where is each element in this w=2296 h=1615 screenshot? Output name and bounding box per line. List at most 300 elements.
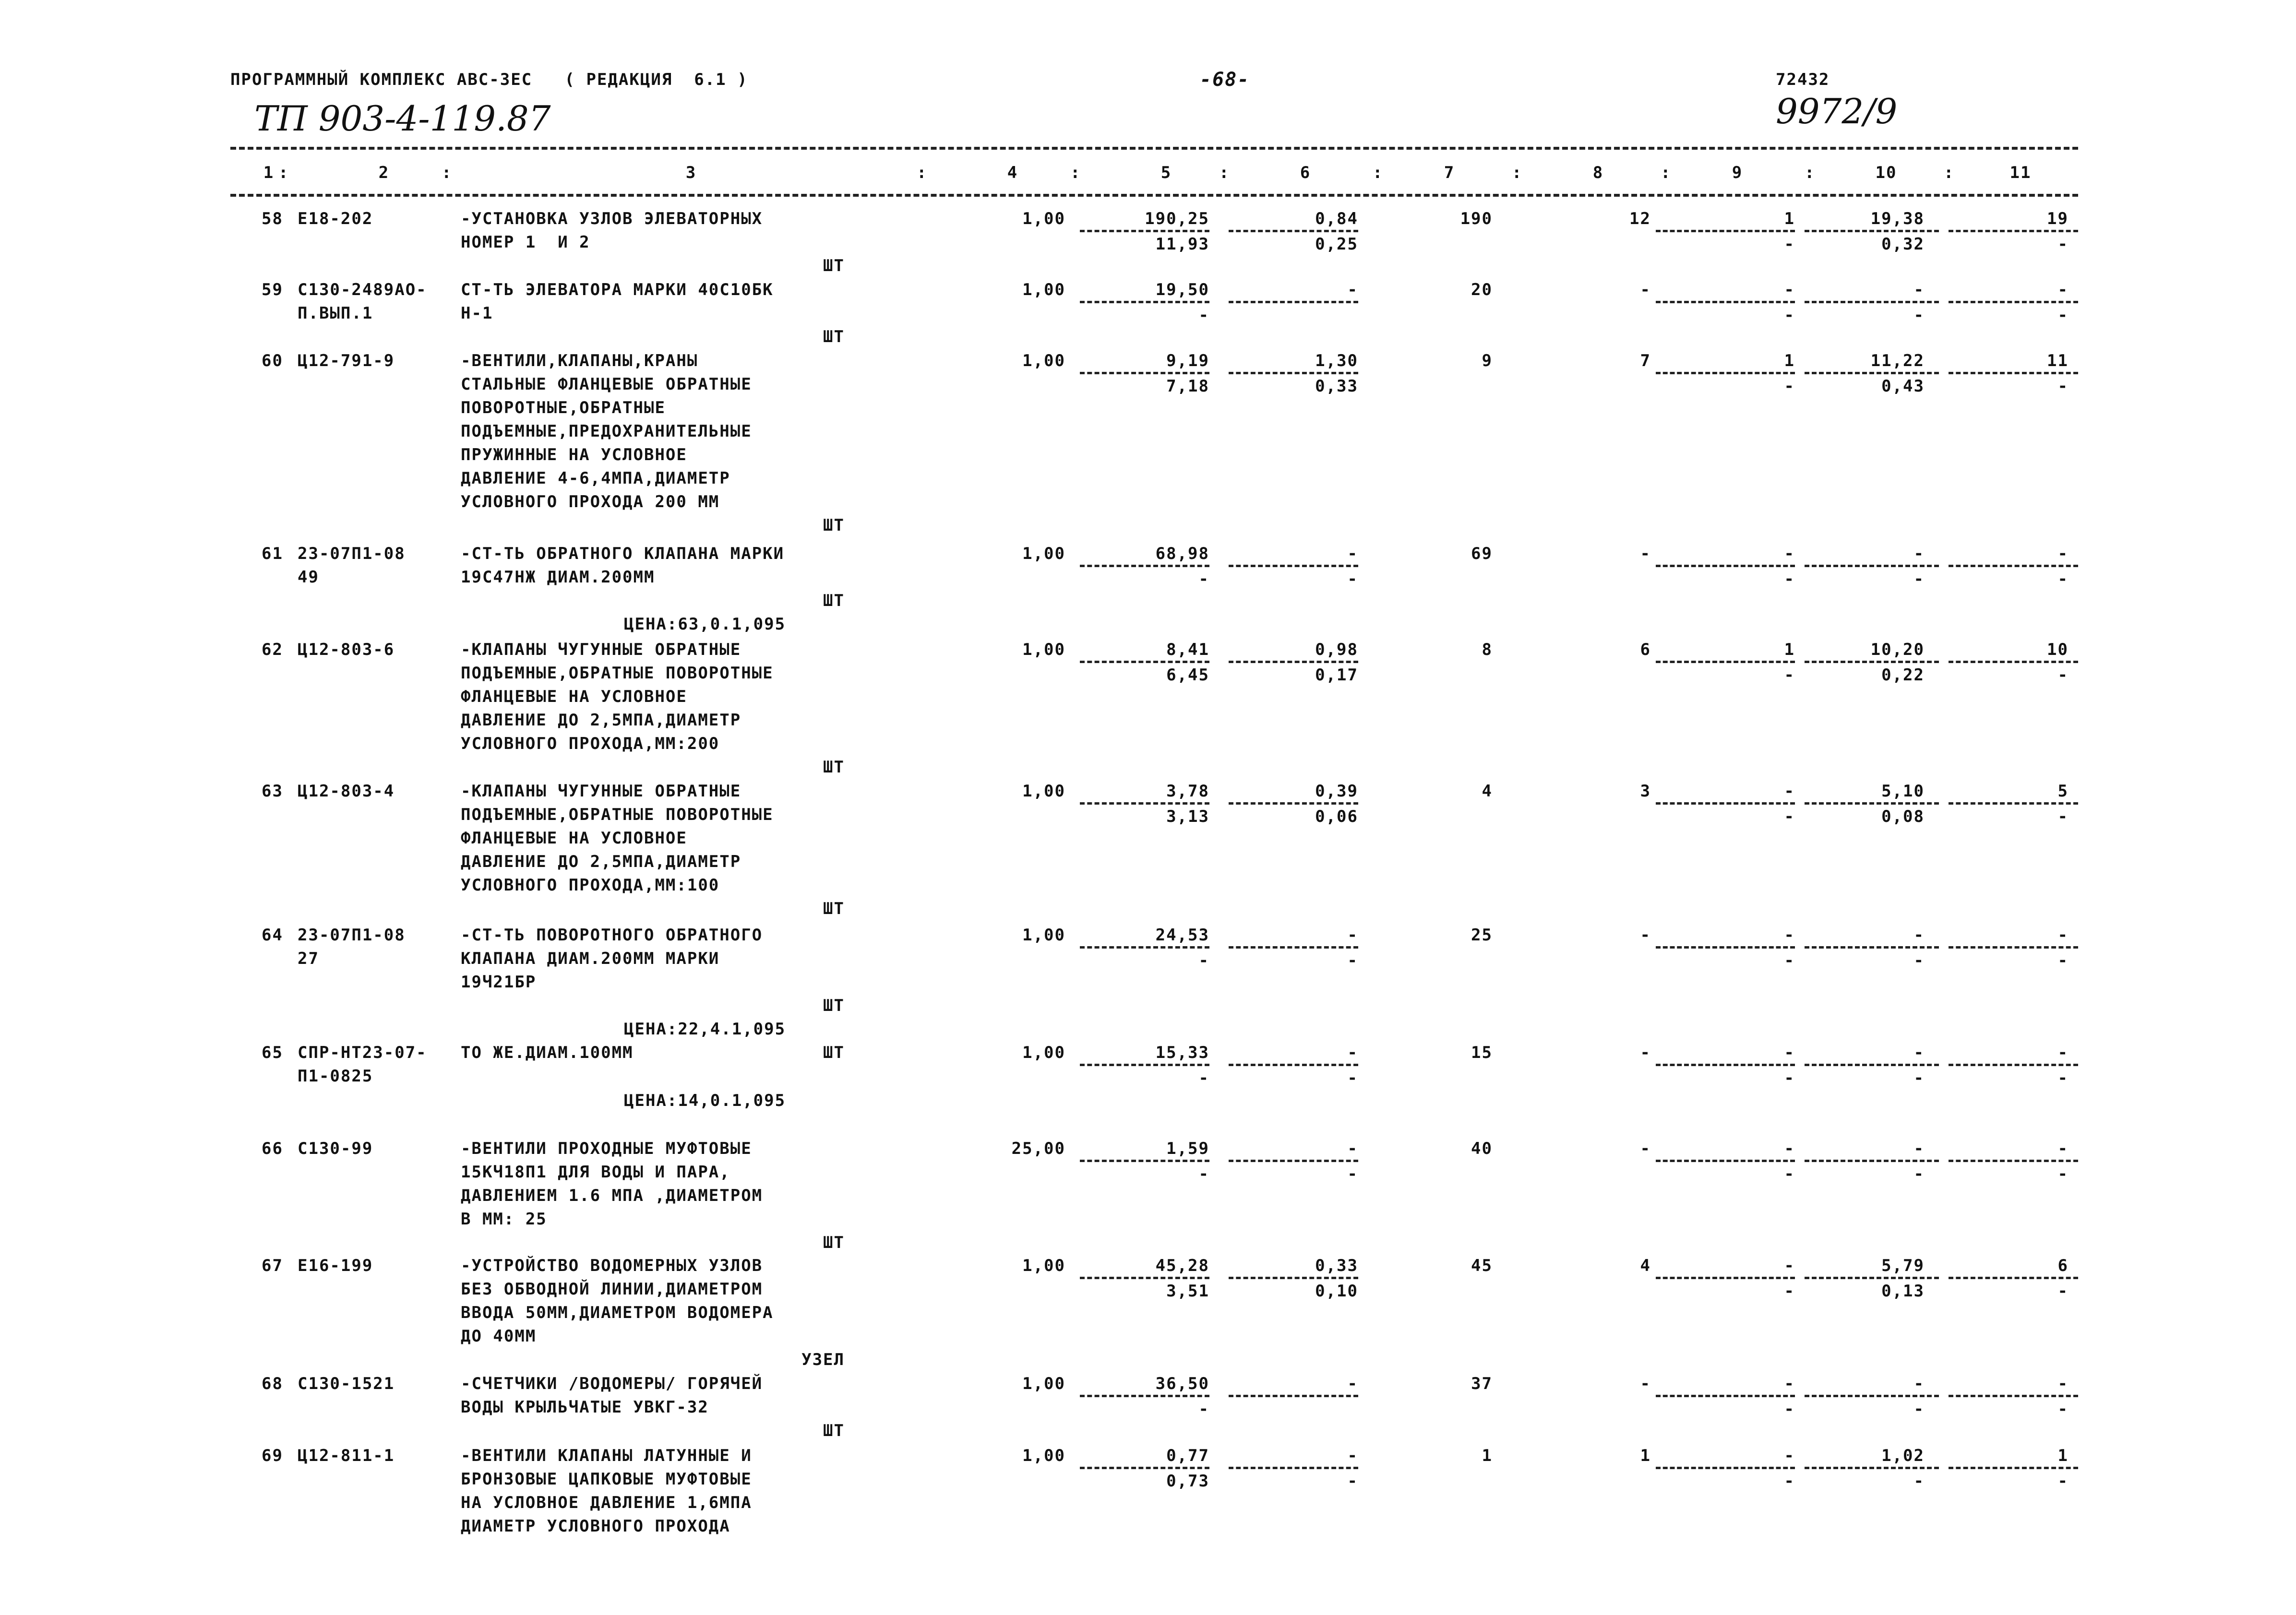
page-number: -68-	[1200, 69, 1250, 91]
row-code: С130-99	[298, 1139, 373, 1158]
cell-divider	[1656, 1160, 1795, 1162]
row-code: Ц12-803-6	[298, 640, 395, 659]
row-description: ФЛАНЦЕВЫЕ НА УСЛОВНОЕ	[461, 829, 687, 848]
cell-c10-top: -	[1913, 926, 1925, 945]
cell-divider	[1229, 1467, 1358, 1469]
column-header-6: 6	[1300, 163, 1311, 182]
cell-c11-top: -	[2057, 1043, 2069, 1062]
row-description: -СТ-ТЬ ОБРАТНОГО КЛАПАНА МАРКИ	[461, 544, 785, 563]
row-code: СПР-НТ23-07-	[298, 1043, 427, 1062]
program-header: ПРОГРАММНЫЙ КОМПЛЕКС АВС-3ЕС ( РЕДАКЦИЯ 6.1 )	[230, 70, 748, 89]
cell-c10-bottom: -	[1913, 1400, 1925, 1419]
cell-c8: -	[1640, 1139, 1651, 1158]
cell-divider	[1656, 1395, 1795, 1397]
cell-c6-top: -	[1347, 1139, 1358, 1158]
cell-c10-bottom: -	[1913, 951, 1925, 970]
cell-divider	[1656, 1277, 1795, 1279]
row-description: СТАЛЬНЫЕ ФЛАНЦЕВЫЕ ОБРАТНЫЕ	[461, 375, 752, 394]
cell-c6-bottom: 0,25	[1315, 235, 1358, 254]
cell-divider	[1949, 802, 2078, 805]
cell-c6-bottom: 0,33	[1315, 377, 1358, 396]
cell-c9-top: -	[1784, 926, 1795, 945]
row-code: 23-07П1-08	[298, 544, 406, 563]
cell-divider	[1080, 946, 1209, 949]
cell-c5-top: 19,50	[1155, 280, 1209, 299]
column-separator: :	[1373, 163, 1384, 182]
cell-c9-bottom: -	[1784, 1282, 1795, 1301]
column-separator: :	[1805, 163, 1816, 182]
project-number: ТП 903-4-119.87	[254, 98, 551, 139]
cell-c8: -	[1640, 280, 1651, 299]
column-header-10: 10	[1875, 163, 1897, 182]
cell-c10-top: 19,38	[1870, 209, 1925, 228]
cell-c11-bottom: -	[2057, 1472, 2069, 1491]
row-description: -УСТРОЙСТВО ВОДОМЕРНЫХ УЗЛОВ	[461, 1256, 763, 1275]
cell-divider	[1080, 565, 1209, 567]
cell-c11-top: -	[2057, 926, 2069, 945]
row-number: 67	[262, 1256, 283, 1275]
cell-c6-top: -	[1347, 926, 1358, 945]
cell-c11-bottom: -	[2057, 951, 2069, 970]
cell-divider	[1805, 301, 1939, 303]
cell-c5-top: 24,53	[1155, 926, 1209, 945]
cell-c5-top: 0,77	[1166, 1446, 1209, 1465]
cell-c6-bottom: 0,17	[1315, 665, 1358, 685]
cell-c7: 25	[1471, 926, 1493, 945]
cell-c5-bottom: -	[1198, 1069, 1209, 1088]
row-code: С130-2489АО-	[298, 280, 427, 299]
cell-c10-bottom: -	[1913, 1069, 1925, 1088]
cell-c5-top: 1,59	[1166, 1139, 1209, 1158]
cell-c8: 12	[1629, 209, 1651, 228]
cell-c11-top: -	[2057, 544, 2069, 563]
row-number: 62	[262, 640, 283, 659]
cell-divider	[1949, 372, 2078, 374]
cell-divider	[1080, 301, 1209, 303]
row-number: 69	[262, 1446, 283, 1465]
row-description: -ВЕНТИЛИ,КЛАПАНЫ,КРАНЫ	[461, 351, 698, 370]
cell-divider	[1080, 1064, 1209, 1066]
cell-c5-bottom: -	[1198, 1400, 1209, 1419]
row-description: -КЛАПАНЫ ЧУГУННЫЕ ОБРАТНЫЕ	[461, 782, 741, 801]
cell-divider	[1656, 802, 1795, 805]
cell-c7: 15	[1471, 1043, 1493, 1062]
row-description: ФЛАНЦЕВЫЕ НА УСЛОВНОЕ	[461, 687, 687, 706]
cell-c7: 4	[1482, 782, 1493, 801]
cell-c9-top: -	[1784, 280, 1795, 299]
cell-divider	[1949, 946, 2078, 949]
cell-divider	[1656, 230, 1795, 232]
cell-divider	[1805, 372, 1939, 374]
cell-divider	[1080, 1395, 1209, 1397]
cell-qty: 1,00	[1022, 1374, 1065, 1393]
cell-c10-top: -	[1913, 544, 1925, 563]
row-description: ПОВОРОТНЫЕ,ОБРАТНЫЕ	[461, 398, 666, 417]
cell-divider	[1229, 1277, 1358, 1279]
cell-divider	[1656, 661, 1795, 663]
cell-c7: 45	[1471, 1256, 1493, 1275]
column-header-7: 7	[1444, 163, 1455, 182]
cell-c7: 9	[1482, 351, 1493, 370]
cell-c8: -	[1640, 1043, 1651, 1062]
cell-divider	[1805, 230, 1939, 232]
row-description: 19Ч21БР	[461, 973, 537, 992]
row-code: Ц12-791-9	[298, 351, 395, 370]
cell-c6-top: 0,39	[1315, 782, 1358, 801]
cell-c7: 40	[1471, 1139, 1493, 1158]
cell-c11-top: 11	[2047, 351, 2069, 370]
row-code: 49	[298, 568, 319, 587]
cell-c10-bottom: -	[1913, 1164, 1925, 1184]
cell-divider	[1949, 565, 2078, 567]
cell-c6-top: -	[1347, 1374, 1358, 1393]
row-code: Е18-202	[298, 209, 373, 228]
row-description: НОМЕР 1 И 2	[461, 233, 590, 252]
row-description: -УСТАНОВКА УЗЛОВ ЭЛЕВАТОРНЫХ	[461, 209, 763, 228]
cell-c9-bottom: -	[1784, 306, 1795, 325]
cell-divider	[1656, 372, 1795, 374]
row-unit: ШТ	[823, 327, 845, 346]
cell-divider	[1805, 1467, 1939, 1469]
cell-c5-bottom: -	[1198, 951, 1209, 970]
row-code: С130-1521	[298, 1374, 395, 1393]
cell-c9-bottom: -	[1784, 235, 1795, 254]
cell-c5-top: 3,78	[1166, 782, 1209, 801]
row-code: П1-0825	[298, 1067, 373, 1086]
row-number: 61	[262, 544, 283, 563]
row-unit: ШТ	[823, 996, 845, 1015]
cell-c9-top: 1	[1784, 351, 1795, 370]
cell-divider	[1949, 1277, 2078, 1279]
row-code: Ц12-811-1	[298, 1446, 395, 1465]
inventory-number: 9972/9	[1776, 91, 1898, 131]
cell-c8: 4	[1640, 1256, 1651, 1275]
column-header-8: 8	[1592, 163, 1604, 182]
cell-c5-bottom: 0,73	[1166, 1472, 1209, 1491]
cell-c6-top: -	[1347, 1446, 1358, 1465]
column-separator: :	[1512, 163, 1523, 182]
row-number: 65	[262, 1043, 283, 1062]
row-number: 58	[262, 209, 283, 228]
cell-divider	[1656, 946, 1795, 949]
cell-c8: -	[1640, 926, 1651, 945]
row-number: 60	[262, 351, 283, 370]
row-description: УСЛОВНОГО ПРОХОДА 200 ММ	[461, 492, 720, 511]
cell-divider	[1805, 1395, 1939, 1397]
cell-divider	[1229, 230, 1358, 232]
row-number: 63	[262, 782, 283, 801]
cell-c5-bottom: -	[1198, 306, 1209, 325]
cell-c8: 1	[1640, 1446, 1651, 1465]
cell-c8: -	[1640, 1374, 1651, 1393]
row-description: УСЛОВНОГО ПРОХОДА,ММ:100	[461, 876, 720, 895]
cell-c6-bottom: -	[1347, 570, 1358, 589]
cell-c9-top: -	[1784, 1446, 1795, 1465]
row-description: -СЧЕТЧИКИ /ВОДОМЕРЫ/ ГОРЯЧЕЙ	[461, 1374, 763, 1393]
row-description: В ММ: 25	[461, 1210, 547, 1229]
cell-divider	[1949, 230, 2078, 232]
cell-c9-top: -	[1784, 544, 1795, 563]
row-code: 27	[298, 949, 319, 968]
cell-c5-top: 8,41	[1166, 640, 1209, 659]
cell-divider	[1656, 565, 1795, 567]
row-unit: УЗЕЛ	[801, 1350, 845, 1369]
cell-qty: 25,00	[1011, 1139, 1065, 1158]
cell-c11-top: 5	[2057, 782, 2069, 801]
cell-divider	[1229, 1160, 1358, 1162]
row-description: ДИАМЕТР УСЛОВНОГО ПРОХОДА	[461, 1517, 730, 1536]
cell-divider	[1949, 661, 2078, 663]
cell-c10-bottom: 0,08	[1881, 807, 1925, 826]
cell-qty: 1,00	[1022, 1043, 1065, 1062]
row-description: ДО 40ММ	[461, 1327, 537, 1346]
column-separator: :	[1944, 163, 1955, 182]
cell-c10-top: 5,10	[1881, 782, 1925, 801]
cell-divider	[1949, 1395, 2078, 1397]
column-header-11: 11	[2009, 163, 2032, 182]
row-description: БЕЗ ОБВОДНОЙ ЛИНИИ,ДИАМЕТРОМ	[461, 1280, 763, 1299]
cell-c9-bottom: -	[1784, 1472, 1795, 1491]
cell-c11-bottom: -	[2057, 235, 2069, 254]
cell-divider	[1229, 946, 1358, 949]
cell-qty: 1,00	[1022, 1446, 1065, 1465]
cell-c6-top: -	[1347, 544, 1358, 563]
row-description: ДАВЛЕНИЕМ 1.6 МПА ,ДИАМЕТРОМ	[461, 1186, 763, 1205]
cell-c5-bottom: 7,18	[1166, 377, 1209, 396]
cell-c11-top: -	[2057, 280, 2069, 299]
row-code: Ц12-803-4	[298, 782, 395, 801]
row-description: -ВЕНТИЛИ ПРОХОДНЫЕ МУФТОВЫЕ	[461, 1139, 752, 1158]
cell-c6-bottom: -	[1347, 1069, 1358, 1088]
cell-c5-bottom: -	[1198, 1164, 1209, 1184]
cell-c10-bottom: -	[1913, 570, 1925, 589]
column-separator: :	[442, 163, 453, 182]
row-unit: ШТ	[823, 1233, 845, 1252]
cell-c6-top: 0,33	[1315, 1256, 1358, 1275]
row-description: 19С47НЖ ДИАМ.200ММ	[461, 568, 655, 587]
cell-c6-top: 0,98	[1315, 640, 1358, 659]
row-description: ПОДЪЕМНЫЕ,ПРЕДОХРАНИТЕЛЬНЫЕ	[461, 422, 752, 441]
row-description: -ВЕНТИЛИ КЛАПАНЫ ЛАТУННЫЕ И	[461, 1446, 752, 1465]
column-header-3: 3	[685, 163, 697, 182]
cell-c9-top: -	[1784, 1139, 1795, 1158]
cell-divider	[1805, 1064, 1939, 1066]
row-number: 64	[262, 926, 283, 945]
cell-qty: 1,00	[1022, 640, 1065, 659]
row-unit: ШТ	[823, 591, 845, 610]
column-separator: :	[278, 163, 289, 182]
column-header-9: 9	[1732, 163, 1743, 182]
cell-c7: 37	[1471, 1374, 1493, 1393]
row-unit: ШТ	[823, 1421, 845, 1440]
cell-c6-bottom: 0,10	[1315, 1282, 1358, 1301]
cell-c5-bottom: 6,45	[1166, 665, 1209, 685]
cell-qty: 1,00	[1022, 351, 1065, 370]
column-header-2: 2	[378, 163, 390, 182]
row-description: ДАВЛЕНИЕ ДО 2,5МПА,ДИАМЕТР	[461, 711, 741, 730]
cell-c5-bottom: 11,93	[1155, 235, 1209, 254]
row-description: ПОДЪЕМНЫЕ,ОБРАТНЫЕ ПОВОРОТНЫЕ	[461, 805, 774, 824]
cell-c9-bottom: -	[1784, 807, 1795, 826]
cell-qty: 1,00	[1022, 209, 1065, 228]
row-description: СТ-ТЬ ЭЛЕВАТОРА МАРКИ 40С10БК	[461, 280, 774, 299]
cell-c11-top: 19	[2047, 209, 2069, 228]
row-description: ВВОДА 50ММ,ДИАМЕТРОМ ВОДОМЕРА	[461, 1303, 774, 1322]
row-description: ПРУЖИННЫЕ НА УСЛОВНОЕ	[461, 445, 687, 464]
cell-divider	[1805, 946, 1939, 949]
cell-divider	[1229, 802, 1358, 805]
cell-c11-top: -	[2057, 1374, 2069, 1393]
cell-c7: 8	[1482, 640, 1493, 659]
cell-c6-bottom: -	[1347, 951, 1358, 970]
cell-c5-top: 45,28	[1155, 1256, 1209, 1275]
cell-divider	[1229, 1395, 1358, 1397]
cell-divider	[1229, 1064, 1358, 1066]
cell-c11-top: 10	[2047, 640, 2069, 659]
cell-c5-top: 190,25	[1145, 209, 1209, 228]
row-description: БРОНЗОВЫЕ ЦАПКОВЫЕ МУФТОВЫЕ	[461, 1470, 752, 1489]
cell-c9-bottom: -	[1784, 951, 1795, 970]
cell-c9-top: -	[1784, 782, 1795, 801]
cell-qty: 1,00	[1022, 280, 1065, 299]
cell-c9-top: 1	[1784, 209, 1795, 228]
row-unit: ШТ	[823, 758, 845, 777]
cell-c10-bottom: 0,43	[1881, 377, 1925, 396]
cell-c9-top: -	[1784, 1374, 1795, 1393]
row-description: -СТ-ТЬ ПОВОРОТНОГО ОБРАТНОГО	[461, 926, 763, 945]
column-separator: :	[1070, 163, 1081, 182]
cell-c11-bottom: -	[2057, 807, 2069, 826]
cell-c10-top: 10,20	[1870, 640, 1925, 659]
cell-c7: 1	[1482, 1446, 1493, 1465]
cell-c6-bottom: -	[1347, 1472, 1358, 1491]
cell-divider	[1080, 1160, 1209, 1162]
cell-c5-top: 36,50	[1155, 1374, 1209, 1393]
cell-c6-top: -	[1347, 1043, 1358, 1062]
row-description: УСЛОВНОГО ПРОХОДА,ММ:200	[461, 734, 720, 753]
cell-c5-bottom: 3,13	[1166, 807, 1209, 826]
row-unit: ШТ	[823, 516, 845, 535]
cell-divider	[1805, 802, 1939, 805]
cell-c10-top: -	[1913, 1043, 1925, 1062]
column-header-1: 1	[263, 163, 275, 182]
cell-c10-top: -	[1913, 280, 1925, 299]
cell-c11-top: 6	[2057, 1256, 2069, 1275]
row-number: 68	[262, 1374, 283, 1393]
row-price: ЦЕНА:63,0.1,095	[624, 615, 786, 634]
row-unit: ШТ	[823, 899, 845, 918]
column-header-4: 4	[1007, 163, 1018, 182]
cell-divider	[1229, 661, 1358, 663]
row-code: Е16-199	[298, 1256, 373, 1275]
cell-c8: 3	[1640, 782, 1651, 801]
cell-c10-top: -	[1913, 1139, 1925, 1158]
cell-divider	[1949, 301, 2078, 303]
cell-c8: 7	[1640, 351, 1651, 370]
cell-c9-bottom: -	[1784, 665, 1795, 685]
row-unit: ШТ	[823, 1043, 845, 1062]
cell-divider	[1229, 372, 1358, 374]
row-description: НА УСЛОВНОЕ ДАВЛЕНИЕ 1,6МПА	[461, 1493, 752, 1512]
cell-c6-bottom: 0,06	[1315, 807, 1358, 826]
cell-c9-top: -	[1784, 1043, 1795, 1062]
cell-c11-bottom: -	[2057, 1282, 2069, 1301]
cell-divider	[1656, 1467, 1795, 1469]
cell-divider	[1080, 802, 1209, 805]
cell-c11-bottom: -	[2057, 1400, 2069, 1419]
cell-c9-bottom: -	[1784, 377, 1795, 396]
cell-c5-bottom: -	[1198, 570, 1209, 589]
column-separator: :	[1661, 163, 1672, 182]
cell-divider	[1080, 1467, 1209, 1469]
cell-c9-bottom: -	[1784, 1400, 1795, 1419]
column-separator: :	[917, 163, 928, 182]
cell-c11-bottom: -	[2057, 377, 2069, 396]
cell-c10-bottom: 0,22	[1881, 665, 1925, 685]
cell-c10-bottom: -	[1913, 1472, 1925, 1491]
cell-divider	[1080, 1277, 1209, 1279]
cell-c10-top: 5,79	[1881, 1256, 1925, 1275]
cell-c11-top: 1	[2057, 1446, 2069, 1465]
cell-c10-top: 11,22	[1870, 351, 1925, 370]
cell-c5-top: 68,98	[1155, 544, 1209, 563]
cell-c6-top: 1,30	[1315, 351, 1358, 370]
cell-c6-bottom: -	[1347, 1164, 1358, 1184]
cell-divider	[1805, 1160, 1939, 1162]
cell-c5-bottom: 3,51	[1166, 1282, 1209, 1301]
cell-c5-top: 9,19	[1166, 351, 1209, 370]
cell-c5-top: 15,33	[1155, 1043, 1209, 1062]
cell-c9-bottom: -	[1784, 570, 1795, 589]
row-number: 66	[262, 1139, 283, 1158]
cell-c9-bottom: -	[1784, 1164, 1795, 1184]
cell-c11-bottom: -	[2057, 570, 2069, 589]
cell-c10-top: 1,02	[1881, 1446, 1925, 1465]
cell-c10-top: -	[1913, 1374, 1925, 1393]
cell-divider	[1080, 661, 1209, 663]
cell-c11-bottom: -	[2057, 1069, 2069, 1088]
cell-divider	[1080, 230, 1209, 232]
cell-qty: 1,00	[1022, 782, 1065, 801]
row-unit: ШТ	[823, 256, 845, 275]
cell-divider	[1229, 301, 1358, 303]
row-description: -КЛАПАНЫ ЧУГУННЫЕ ОБРАТНЫЕ	[461, 640, 741, 659]
cell-c10-bottom: -	[1913, 306, 1925, 325]
cell-divider	[1229, 565, 1358, 567]
cell-c6-top: -	[1347, 280, 1358, 299]
column-separator: :	[1219, 163, 1230, 182]
row-price: ЦЕНА:14,0.1,095	[624, 1091, 786, 1110]
cell-divider	[1805, 661, 1939, 663]
cell-c11-top: -	[2057, 1139, 2069, 1158]
cell-c11-bottom: -	[2057, 1164, 2069, 1184]
row-number: 59	[262, 280, 283, 299]
row-price: ЦЕНА:22,4.1,095	[624, 1020, 786, 1039]
cell-c7: 69	[1471, 544, 1493, 563]
cell-c9-top: -	[1784, 1256, 1795, 1275]
cell-qty: 1,00	[1022, 926, 1065, 945]
row-description: ПОДЪЕМНЫЕ,ОБРАТНЫЕ ПОВОРОТНЫЕ	[461, 664, 774, 683]
cell-c8: -	[1640, 544, 1651, 563]
row-description: Н-1	[461, 304, 493, 323]
row-description: ТО ЖЕ.ДИАМ.100ММ	[461, 1043, 634, 1062]
cell-c7: 20	[1471, 280, 1493, 299]
cell-c6-top: 0,84	[1315, 209, 1358, 228]
row-code: П.ВЫП.1	[298, 304, 373, 323]
cell-qty: 1,00	[1022, 1256, 1065, 1275]
cell-c10-bottom: 0,13	[1881, 1282, 1925, 1301]
cell-divider	[1805, 1277, 1939, 1279]
